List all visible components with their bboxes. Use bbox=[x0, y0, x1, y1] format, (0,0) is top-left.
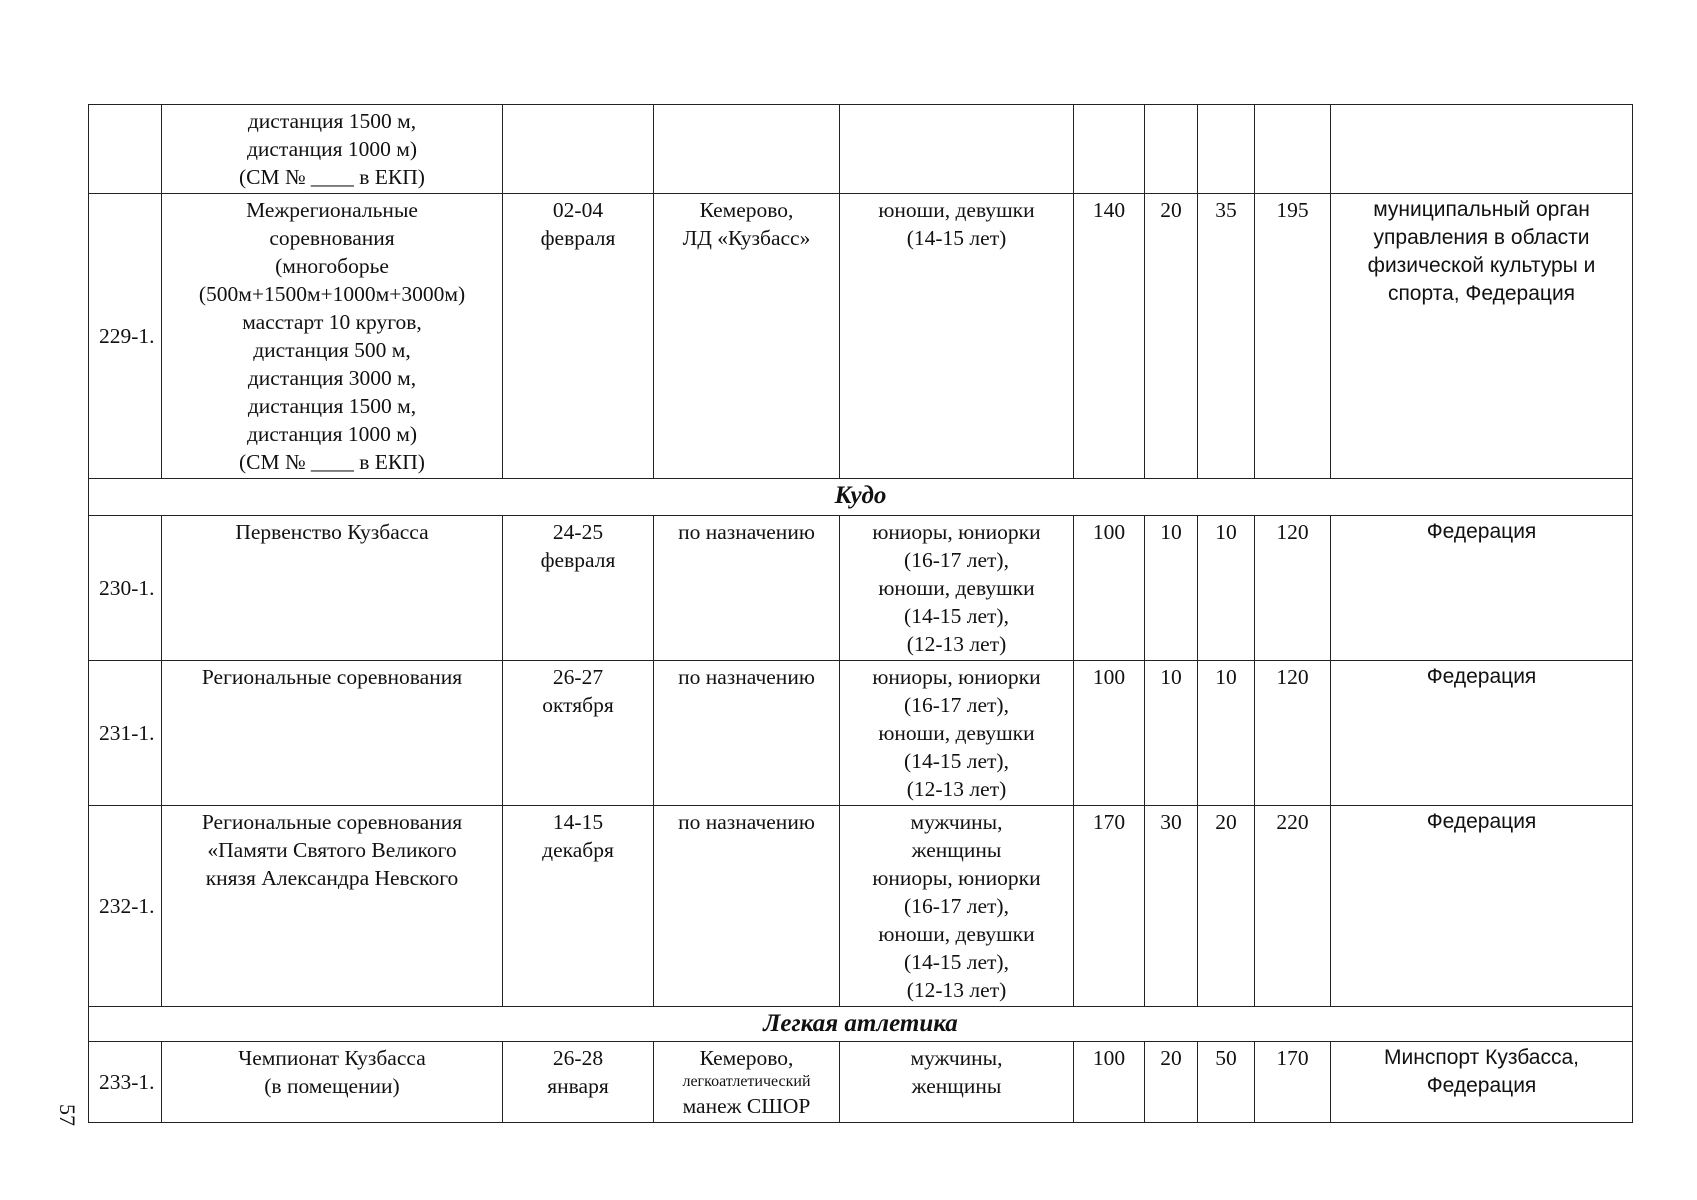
total-cell: 120 bbox=[1255, 516, 1331, 661]
place-city: Кемерово, bbox=[699, 1046, 794, 1070]
participants-cell: юниоры, юниорки (16-17 лет), юноши, девушки (14-15 лет), (12-13 лет) bbox=[840, 516, 1074, 661]
section-header-row bbox=[89, 1007, 1633, 1042]
count-cell: 170 bbox=[1074, 806, 1145, 1007]
count-cell: 10 bbox=[1145, 516, 1198, 661]
participants-cell: мужчины, женщины юниоры, юниорки (16-17 лет), юноши, девушки (14-15 лет), (12-13 лет) bbox=[840, 806, 1074, 1007]
section-title: Легкая атлетика bbox=[89, 1007, 1633, 1042]
participants-cell: юниоры, юниорки (16-17 лет), юноши, девушки (14-15 лет), (12-13 лет) bbox=[840, 661, 1074, 806]
event-cell: Чемпионат Кузбасса (в помещении) bbox=[162, 1042, 503, 1123]
total-cell: 195 bbox=[1255, 194, 1331, 479]
page-number: 57 bbox=[55, 1104, 80, 1126]
table-row bbox=[89, 1042, 1633, 1123]
dates-cell: 26-27 октября bbox=[503, 661, 654, 806]
dates-cell: 14-15 декабря bbox=[503, 806, 654, 1007]
organizer-cell: Федерация bbox=[1331, 806, 1633, 1007]
row-number: 229-1. bbox=[89, 194, 162, 479]
table-row bbox=[89, 516, 1633, 661]
row-number: 230-1. bbox=[89, 516, 162, 661]
table-row bbox=[89, 661, 1633, 806]
table-row bbox=[89, 194, 1633, 479]
dates-cell: 24-25 февраля bbox=[503, 516, 654, 661]
count-cell: 20 bbox=[1198, 806, 1255, 1007]
count-cell: 100 bbox=[1074, 661, 1145, 806]
organizer-cell: Минспорт Кузбасса, Федерация bbox=[1331, 1042, 1633, 1123]
row-number: 233-1. bbox=[89, 1042, 162, 1123]
dates-cell: 26-28 января bbox=[503, 1042, 654, 1123]
total-cell: 120 bbox=[1255, 661, 1331, 806]
count-cell: 140 bbox=[1074, 194, 1145, 479]
total-cell: 220 bbox=[1255, 806, 1331, 1007]
table-row bbox=[89, 806, 1633, 1007]
place-cell: по назначению bbox=[654, 661, 840, 806]
participants-cell: мужчины, женщины bbox=[840, 1042, 1074, 1123]
row-number: 232-1. bbox=[89, 806, 162, 1007]
place-venue: манеж СШОР bbox=[682, 1094, 811, 1118]
count-cell: 10 bbox=[1145, 661, 1198, 806]
count-cell: 20 bbox=[1145, 1042, 1198, 1123]
organizer-cell: Федерация bbox=[1331, 516, 1633, 661]
count-cell: 30 bbox=[1145, 806, 1198, 1007]
count-cell: 20 bbox=[1145, 194, 1198, 479]
count-cell: 10 bbox=[1198, 661, 1255, 806]
total-cell: 170 bbox=[1255, 1042, 1331, 1123]
place-cell: Кемерово, ЛД «Кузбасс» bbox=[654, 194, 840, 479]
participants-cell: юноши, девушки (14-15 лет) bbox=[840, 194, 1074, 479]
organizer-cell: муниципальный орган управления в области физической культуры и спорта, Федерация bbox=[1331, 194, 1633, 479]
organizer-cell: Федерация bbox=[1331, 661, 1633, 806]
count-cell: 35 bbox=[1198, 194, 1255, 479]
event-cell: Региональные соревнования bbox=[162, 661, 503, 806]
count-cell: 50 bbox=[1198, 1042, 1255, 1123]
place-venue-type: легкоатлетический bbox=[682, 1073, 811, 1090]
count-cell: 100 bbox=[1074, 1042, 1145, 1123]
place-cell: по назначению bbox=[654, 806, 840, 1007]
event-cell: дистанция 1500 м, дистанция 1000 м) (СМ № ____ в ЕКП) bbox=[162, 105, 503, 194]
place-cell: по назначению bbox=[654, 516, 840, 661]
count-cell: 100 bbox=[1074, 516, 1145, 661]
event-cell: Региональные соревнования «Памяти Святого Великого князя Александра Невского bbox=[162, 806, 503, 1007]
section-title: Кудо bbox=[89, 479, 1633, 516]
place-cell bbox=[654, 1042, 840, 1123]
event-cell: Межрегиональные соревнования (многоборье (500м+1500м+1000м+3000м) масстарт 10 кругов, дистанция 500 м, дистанция 3000 м, дистанция 1500 м, дистанция 1000 м) (СМ № ____ в ЕКП) bbox=[162, 194, 503, 479]
table-row bbox=[89, 105, 1633, 194]
schedule-table bbox=[88, 104, 1633, 1123]
dates-cell: 02-04 февраля bbox=[503, 194, 654, 479]
row-number: 231-1. bbox=[89, 661, 162, 806]
section-header-row bbox=[89, 479, 1633, 516]
count-cell: 10 bbox=[1198, 516, 1255, 661]
event-cell: Первенство Кузбасса bbox=[162, 516, 503, 661]
